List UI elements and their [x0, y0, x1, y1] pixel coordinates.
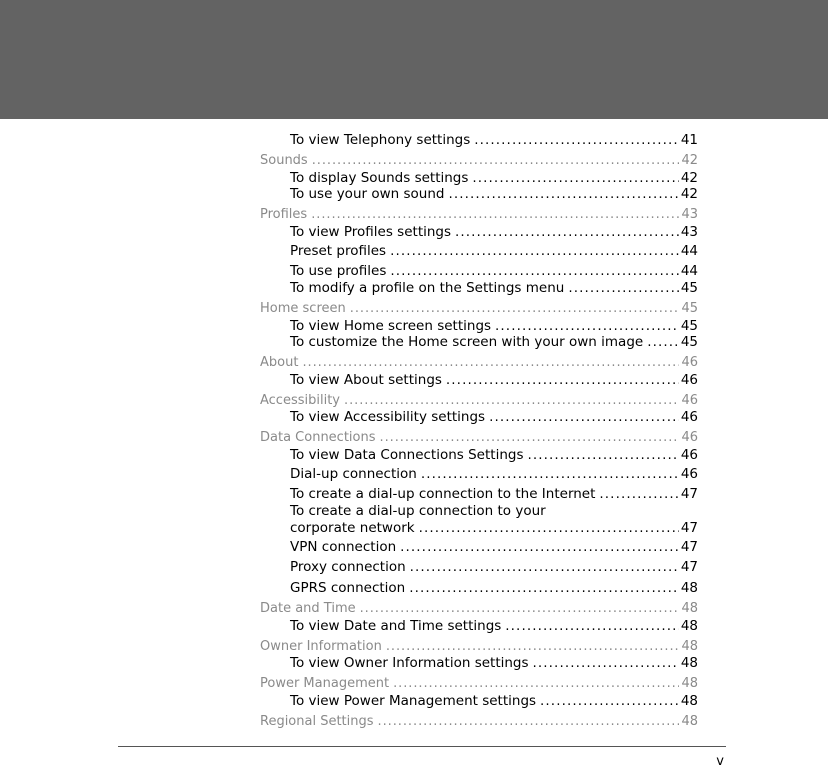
toc-entry[interactable] [290, 447, 698, 463]
toc-entry-title: corporate network [290, 520, 415, 536]
toc-dot-leader [393, 676, 679, 691]
toc-page-number: 47 [680, 486, 698, 502]
toc-entry[interactable] [290, 580, 698, 596]
toc-page-number: 45 [680, 318, 698, 334]
toc-section-title: Profiles [260, 207, 308, 222]
toc-page-number: 43 [680, 224, 698, 240]
toc-page-number: 46 [680, 466, 698, 482]
toc-page-number: 46 [681, 393, 698, 408]
toc-dot-leader [472, 170, 678, 186]
toc-dot-leader [568, 280, 679, 296]
toc-entry[interactable] [290, 243, 698, 259]
toc-page-number: 48 [680, 618, 698, 634]
toc-page-number: 47 [680, 559, 698, 575]
toc-page-number: 42 [681, 153, 698, 168]
toc-entry[interactable] [290, 655, 698, 671]
toc-dot-leader [489, 409, 679, 425]
toc-dot-leader [495, 318, 679, 334]
toc-page-number: 44 [680, 243, 698, 259]
toc-entry-title: To view Home screen settings [290, 318, 492, 334]
toc-entry-title: To view Data Connections Settings [290, 447, 524, 463]
toc-page-number: 41 [680, 132, 698, 148]
toc-page-number: 46 [681, 355, 698, 370]
toc-dot-leader [419, 520, 679, 536]
toc-entry-title: Proxy connection [290, 559, 406, 575]
toc-dot-leader [455, 224, 679, 240]
toc-entry[interactable] [290, 693, 698, 709]
toc-section[interactable] [260, 393, 698, 408]
toc-dot-leader [410, 559, 679, 575]
toc-entry[interactable] [290, 132, 698, 148]
toc-section[interactable] [260, 430, 698, 445]
toc-page-number: 47 [680, 520, 698, 536]
toc-entry[interactable] [290, 318, 698, 334]
toc-page-number: 44 [680, 263, 698, 279]
toc-entry-title: To view Telephony settings [290, 132, 471, 148]
toc-section[interactable] [260, 207, 698, 222]
toc-dot-leader [540, 693, 679, 709]
toc-page-number: 48 [681, 639, 698, 654]
toc-entry[interactable] [290, 372, 698, 388]
toc-dot-leader [390, 263, 678, 279]
toc-section-title: Regional Settings [260, 714, 374, 729]
toc-entry[interactable] [290, 520, 698, 536]
toc-page-number: 46 [681, 430, 698, 445]
toc-entry-title: To view Date and Time settings [290, 618, 502, 634]
toc-entry-title: To view About settings [290, 372, 442, 388]
toc-section-title: Accessibility [260, 393, 340, 408]
toc-entry-title: To display Sounds settings [290, 170, 469, 186]
toc-page-number: 46 [680, 372, 698, 388]
toc-entry[interactable] [290, 559, 698, 575]
toc-dot-leader [421, 466, 679, 482]
toc-entry[interactable] [290, 186, 698, 202]
toc-entry-title: To view Accessibility settings [290, 409, 486, 425]
toc-entry-title: To view Profiles settings [290, 224, 452, 240]
toc-section-title: Home screen [260, 301, 346, 316]
toc-dot-leader [311, 207, 679, 222]
toc-page-number: 42 [680, 170, 698, 186]
toc-section[interactable] [260, 153, 698, 168]
toc-section-title: Owner Information [260, 639, 382, 654]
toc-dot-leader [599, 486, 678, 502]
toc-section-title: About [260, 355, 299, 370]
toc-dot-leader [350, 301, 680, 316]
toc-page-number: 48 [681, 601, 698, 616]
footer-rule [118, 746, 726, 747]
toc-entry-title: Preset profiles [290, 243, 387, 259]
toc-page-number: 45 [680, 334, 698, 350]
toc-entry-title: To customize the Home screen with your own image [290, 334, 644, 350]
toc-page-number: 48 [680, 693, 698, 709]
toc-entry[interactable] [290, 409, 698, 425]
toc-dot-leader [390, 243, 679, 259]
toc-dot-leader [386, 639, 680, 654]
toc-dot-leader [360, 601, 680, 616]
footer-page-number: v [716, 754, 724, 769]
toc-page-number: 48 [680, 655, 698, 671]
toc-section-title: Data Connections [260, 430, 376, 445]
toc-page-number: 46 [680, 409, 698, 425]
toc-section-title: Sounds [260, 153, 308, 168]
toc-dot-leader [448, 186, 678, 202]
toc-dot-leader [344, 393, 679, 408]
toc-entry-title: To use profiles [290, 263, 387, 279]
toc-entry-title: VPN connection [290, 539, 397, 555]
toc-page-number: 48 [681, 676, 698, 691]
toc-dot-leader [474, 132, 679, 148]
toc-page-number: 48 [681, 714, 698, 729]
toc-entry-title: Dial-up connection [290, 466, 417, 482]
toc-section[interactable] [260, 676, 698, 691]
toc-dot-leader [528, 447, 679, 463]
toc-entry-title: To create a dial-up connection to the Internet [290, 486, 596, 502]
toc-page-number: 47 [680, 539, 698, 555]
toc-entry[interactable] [290, 280, 698, 296]
toc-dot-leader [302, 355, 679, 370]
toc-section[interactable] [260, 601, 698, 616]
toc-entry-title: To modify a profile on the Settings menu [290, 280, 565, 296]
toc-page-number: 48 [680, 580, 698, 596]
toc-page-number: 46 [680, 447, 698, 463]
toc-entry[interactable] [290, 170, 698, 186]
toc-entry-title: To view Owner Information settings [290, 655, 529, 671]
toc-entry[interactable] [290, 224, 698, 240]
toc-entry-title: GPRS connection [290, 580, 406, 596]
toc-section-title: Date and Time [260, 601, 356, 616]
toc-dot-leader [378, 714, 680, 729]
toc-dot-leader [533, 655, 679, 671]
toc-page-number: 43 [681, 207, 698, 222]
toc-entry[interactable] [290, 618, 698, 634]
toc-dot-leader [446, 372, 679, 388]
toc-entry[interactable] [290, 466, 698, 482]
toc-entry[interactable] [290, 334, 698, 350]
toc-dot-leader [400, 539, 679, 555]
toc-entry[interactable] [290, 486, 698, 502]
toc-dot-leader [380, 430, 680, 445]
toc-page-number: 42 [680, 186, 698, 202]
toc-dot-leader [312, 153, 680, 168]
toc-page-number: 45 [681, 301, 698, 316]
toc-entry[interactable] [290, 539, 698, 555]
toc-dot-leader [409, 580, 679, 596]
toc-section-title: Power Management [260, 676, 390, 691]
toc-dot-leader [647, 334, 679, 350]
toc-entry[interactable] [290, 263, 698, 279]
toc-section[interactable] [260, 301, 698, 316]
toc-entry-title: To use your own sound [290, 186, 445, 202]
toc-page-number: 45 [680, 280, 698, 296]
toc-section[interactable] [260, 714, 698, 729]
toc-dot-leader [505, 618, 679, 634]
toc-entry-title: To view Power Management settings [290, 693, 537, 709]
toc-section[interactable] [260, 355, 698, 370]
toc-entry-title-line1[interactable]: To create a dial-up connection to your [290, 503, 546, 519]
toc-section[interactable] [260, 639, 698, 654]
